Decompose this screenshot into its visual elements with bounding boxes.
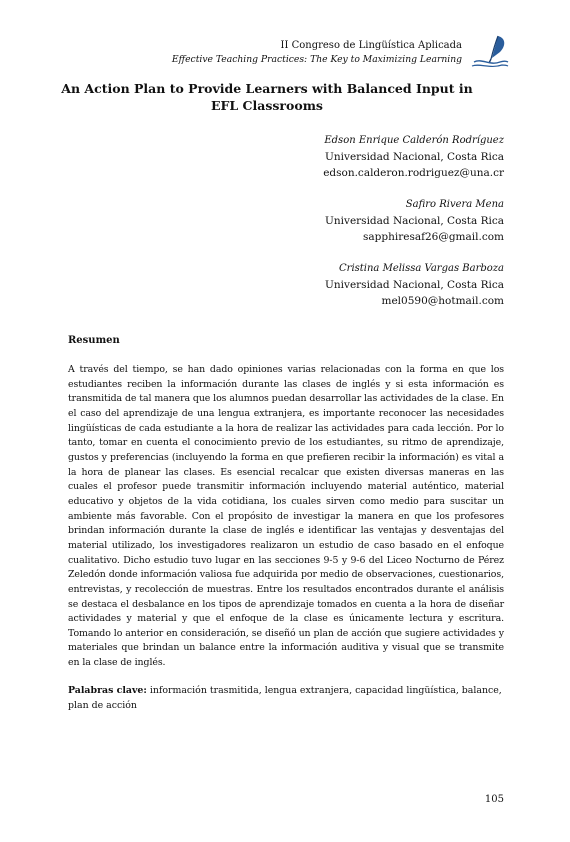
author-email: sapphiresaf26@gmail.com	[363, 231, 504, 243]
abstract-heading: Resumen	[68, 335, 120, 346]
conference-subtitle: Effective Teaching Practices: The Key to Maximizing Learning	[171, 54, 462, 65]
author-entry	[204, 133, 504, 181]
page-number: 105	[484, 794, 504, 805]
quill-pen-icon	[470, 34, 510, 70]
author-entry	[204, 197, 504, 245]
author-name: Cristina Melissa Vargas Barboza	[339, 263, 504, 274]
conference-name: II Congreso de Lingüística Aplicada	[280, 40, 462, 51]
author-name: Safiro Rivera Mena	[405, 199, 504, 210]
keywords-text: información trasmitida, lengua extranjera, capacidad lingüística, balance, plan de acción	[68, 685, 502, 711]
author-affiliation: Universidad Nacional, Costa Rica	[325, 151, 504, 163]
author-name: Edson Enrique Calderón Rodríguez	[324, 135, 504, 146]
author-affiliation: Universidad Nacional, Costa Rica	[325, 279, 504, 291]
author-entry	[204, 261, 504, 309]
paper-title: An Action Plan to Provide Learners with Balanced Input in EFL Classrooms	[61, 81, 473, 113]
author-email: mel0590@hotmail.com	[381, 295, 504, 307]
running-header	[172, 39, 462, 67]
author-email: edson.calderon.rodriguez@una.cr	[323, 167, 504, 179]
keywords	[68, 683, 504, 713]
author-block	[204, 133, 504, 325]
keywords-label: Palabras clave:	[68, 685, 147, 696]
abstract-text: A través del tiempo, se han dado opiniones varias relacionadas con la forma en que los estudiantes reciben la información durante las clases de inglés y si esta información es transmitida de tal manera que los alumnos puedan desarrollar las actividades de la clase. En el caso del aprendizaje de una lengua extranjera, es importante reconocer las necesidades lingüísticas de cada estudiante a la hora de realizar las actividades para cada lección. Por lo tanto, tomar en cuenta el conocimiento previo de los estudiantes, su ritmo de aprendizaje, gustos y preferencias (incluyendo la forma en que prefieren recibir la información) es vital a la hora de planear las clases. Es esencial recalcar que existen diversas maneras en las cuales el profesor puede transmitir información incluyendo material auténtico, material educativo y objetos de la vida cotidiana, los cuales sirven como medio para suscitar un ambiente más favorable. Con el propósito de investigar la manera en que los profesores brindan información durante la clase de inglés e identificar las ventajas y desventajas del material utilizado, los investigadores realizaron un estudio de caso basado en el enfoque cualitativo. Dicho estudio tuvo lugar en las secciones 9-5 y 9-6 del Liceo Nocturno de Pérez Zeledón donde información valiosa fue adquirida por medio de observaciones, cuestionarios, entrevistas, y recolección de muestras. Entre los resultados encontrados durante el análisis se destaca el desbalance en los tipos de aprendizaje tomados en cuenta a la hora de diseñar actividades y material y que el enfoque de la clase es únicamente lectura y escritura. Tomando lo anterior en consideración, se diseñó un plan de acción que sugiere actividades y materiales que brindan un balance entre la información auditiva y visual que se transmite en la clase de inglés.	[68, 364, 504, 669]
author-affiliation: Universidad Nacional, Costa Rica	[325, 215, 504, 227]
